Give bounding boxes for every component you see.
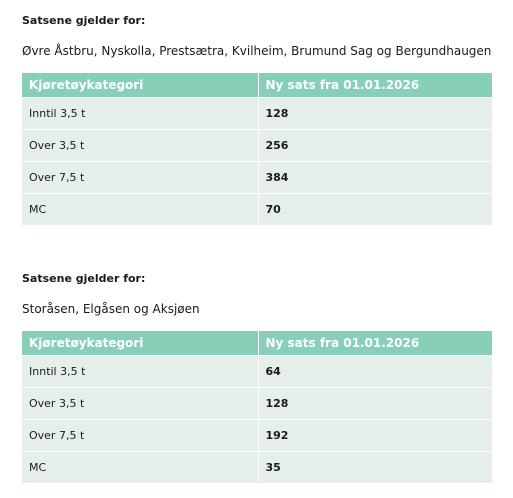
category-cell: Inntil 3,5 t [22,98,258,130]
category-cell: MC [22,194,258,226]
rate-cell: 64 [258,356,492,388]
rate-cell: 70 [258,194,492,226]
table-header-row [22,331,492,356]
category-cell: Inntil 3,5 t [22,356,258,388]
rate-cell: 128 [258,388,492,420]
rate-cell: 256 [258,130,492,162]
applies-to-label: Satsene gjelder for: [22,272,146,285]
category-cell: Over 7,5 t [22,162,258,194]
rates-section-2 [22,270,492,483]
table-row [22,452,492,484]
places-list: Øvre Åstbru, Nyskolla, Prestsætra, Kvilheim, Brumund Sag og Bergundhaugen [22,44,492,58]
rate-cell: 384 [258,162,492,194]
category-cell: Over 3,5 t [22,388,258,420]
table-row [22,98,492,130]
table-row [22,130,492,162]
column-header-rate: Ny sats fra 01.01.2026 [258,73,492,98]
rates-section-1 [22,12,492,225]
table-header-row [22,73,492,98]
table-row [22,194,492,226]
rates-table [22,73,492,225]
rate-cell: 128 [258,98,492,130]
column-header-rate: Ny sats fra 01.01.2026 [258,331,492,356]
category-cell: MC [22,452,258,484]
rate-cell: 192 [258,420,492,452]
category-cell: Over 3,5 t [22,130,258,162]
column-header-category: Kjøretøykategori [22,331,258,356]
table-row [22,162,492,194]
category-cell: Over 7,5 t [22,420,258,452]
table-row [22,420,492,452]
column-header-category: Kjøretøykategori [22,73,258,98]
table-row [22,356,492,388]
rates-table [22,331,492,483]
rate-cell: 35 [258,452,492,484]
table-row [22,388,492,420]
applies-to-label: Satsene gjelder for: [22,14,146,27]
places-list: Storåsen, Elgåsen og Aksjøen [22,302,200,316]
